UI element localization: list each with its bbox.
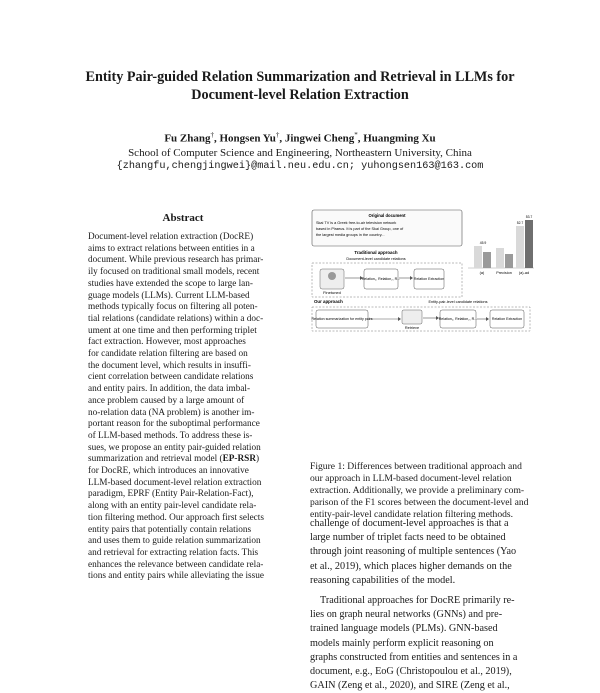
- body-p2-line: graphs constructed from entities and sentences in a: [310, 651, 518, 663]
- figure-diagram: [308, 208, 536, 368]
- figure-1: [308, 208, 536, 368]
- bar-2b: [505, 254, 513, 268]
- title-line-1: Entity Pair-guided Relation Summarization and Retrieval in LLMs for: [85, 69, 515, 85]
- abstract-line: sues, we propose an entity pair-guided relation: [88, 442, 261, 453]
- caption-line: entity-pair-level candidate relation filtering methods.: [310, 508, 514, 520]
- body-p1-line: et al., 2019), which places higher demands on the: [310, 560, 512, 572]
- author-3-mark: *: [354, 131, 358, 139]
- fig-summarization-box: Relation summarization for entity pairs: [311, 317, 373, 321]
- author-emails: {zhangfu,chengjingwei}@mail.neu.edu.cn; yuhongsen163@163.com: [116, 160, 484, 172]
- retrieve-icon: [402, 310, 422, 324]
- abstract-line: ily focused on traditional small models, recent: [88, 267, 260, 278]
- abstract-line: enhances the relevance between candidate rela-: [88, 559, 264, 570]
- abstract-line: guage models (LLMs). Current LLM-based: [88, 290, 250, 301]
- abstract-line: portant reason for the suboptimal performance: [88, 419, 260, 430]
- author-4: Huangming Xu: [363, 132, 436, 145]
- caption-line: Figure 1: Differences between traditional approach and: [310, 461, 522, 472]
- bar-label-2: Precision: [496, 271, 512, 275]
- figure-caption: [310, 461, 530, 521]
- body-p2-line: Traditional approaches for DocRE primarily re-: [320, 595, 515, 607]
- bar-2a: [496, 248, 504, 268]
- abstract-line: of LLM-based methods. To address these is-: [88, 430, 253, 441]
- fig-our-label: Our approach: [314, 299, 343, 304]
- fig-retrieve-label: Retrieve: [404, 326, 420, 330]
- bar-3b: [525, 220, 533, 268]
- body-p2-line: models mainly perform explicit reasoning on: [310, 637, 494, 649]
- fig-doc-line-2: based in Piraeus. It is part of the Skai Group, one of: [316, 227, 404, 231]
- fig-extraction-box-2: Relation Extraction: [491, 317, 523, 321]
- caption-line: parison of the F1 scores between the document-level and: [310, 496, 529, 508]
- author-1: Fu Zhang: [164, 132, 211, 145]
- abstract-line: aims to extract relations between entities in a: [88, 243, 255, 254]
- model-name: EP-RSR: [222, 454, 256, 465]
- abstract-line: for DocRE, which introduces an innovative: [88, 466, 249, 477]
- fig-extraction-box: Relation Extraction: [413, 277, 445, 281]
- fig-doc-line-1: Skai TV is a Greek free-to-air television network: [316, 221, 397, 225]
- abstract-line: Document-level relation extraction (DocRE): [88, 232, 254, 242]
- body-p1-line: reasoning capabilities of the model.: [310, 574, 456, 586]
- body-p1-line: challenge of document-level approaches is that a: [310, 518, 509, 529]
- fig-relation-box-2: Relation₁, Relation₂, R...: [438, 317, 478, 321]
- abstract-line: ance problem caused by a large amount of: [88, 395, 245, 406]
- bar-3a-value: 52.7: [516, 221, 524, 225]
- body-p2-line: lies on graph neural networks (GNNs) and pre-: [310, 609, 503, 621]
- bar-label-3: (a)-ad: [518, 271, 530, 275]
- bar-3b-value: 53.7: [525, 215, 533, 219]
- author-2: Hongsen Yu: [219, 132, 276, 145]
- author-3: Jingwei Cheng: [284, 132, 355, 145]
- fig-relation-box: Relation₁, Relation₂, R...: [361, 277, 401, 281]
- fig-traditional-label: Traditional approach: [354, 250, 398, 255]
- abstract-line: fact extraction. However, most approaches: [88, 337, 246, 348]
- title-line-2: Document-level Relation Extraction: [191, 87, 409, 103]
- affiliation: School of Computer Science and Engineering, Northeastern University, China: [128, 146, 472, 159]
- author-block: [0, 128, 600, 174]
- abstract-line: no-relation data (NA problem) is another im-: [88, 407, 255, 418]
- paper-title: [40, 68, 560, 104]
- abstract-line: tion filtering method. Our approach first selects: [88, 512, 264, 523]
- bar-1b: [483, 252, 491, 268]
- abstract-line: summarization and retrieval model (EP-RSR): [88, 454, 260, 465]
- fig-traditional-sub: Document-level candidate relations: [346, 257, 406, 261]
- abstract-line: LLM-based document-level relation extraction: [88, 477, 262, 488]
- bar-1a: [474, 246, 482, 268]
- body-p2-line: document, e.g., EoG (Christopoulou et al., 2019),: [310, 666, 512, 678]
- body-paragraph-1: [310, 517, 530, 693]
- abstract-line: and retrieval for extracting relation facts. This: [88, 547, 259, 558]
- abstract-line: cient correlation between candidate relations: [88, 372, 254, 383]
- caption-line: extraction. Additionally, we provide a preliminary com-: [310, 484, 525, 496]
- caption-line: our approach in LLM-based document-level relation: [310, 472, 512, 484]
- abstract-body: [88, 232, 278, 583]
- body-p2-line: trained language models (PLMs). GNN-based: [310, 623, 498, 635]
- author-names: Fu Zhang†, Hongsen Yu†, Jingwei Cheng*, Huangming Xu: [164, 131, 436, 145]
- abstract-line: for candidate relation filtering are based on: [88, 349, 248, 360]
- abstract-heading: Abstract: [162, 212, 204, 224]
- bar-3a: [516, 226, 524, 268]
- author-2-mark: †: [275, 131, 280, 139]
- abstract-line: and uses them to guide relation summarization: [88, 536, 261, 547]
- abstract-line: tions and entity pairs while alleviating the issue: [88, 571, 264, 582]
- abstract-line: ument at one time and then performing triplet: [88, 325, 257, 336]
- abstract-line: paradigm, EPRF (Entity Pair-Relation-Fact),: [88, 489, 254, 500]
- fig-finetuned-label: Finetuned: [323, 290, 341, 295]
- abstract-line: and entity pairs. In addition, the data imbal-: [88, 384, 251, 395]
- author-1-mark: †: [210, 131, 214, 139]
- abstract-line: methods typically focus on filtering all poten-: [88, 302, 258, 313]
- bar-1-value: 45.9: [479, 241, 487, 245]
- body-p2-line: GAIN (Zeng et al., 2020), and SIRE (Zeng et al.,: [310, 680, 510, 692]
- abstract-line: the document level, which results in insuffi-: [88, 360, 251, 371]
- fig-doc-title: Original document: [368, 213, 406, 218]
- abstract-line: tial relations (candidate relations) within a doc-: [88, 313, 264, 324]
- fig-pair-label: Entity-pair-level candidate relations: [428, 300, 488, 304]
- fig-doc-line-3: the largest media groups in the country...: [316, 233, 385, 237]
- abstract-line: along with an entity pair-level candidate rela-: [88, 501, 257, 512]
- body-p1-line: large number of triplet facts need to be obtained: [310, 532, 506, 544]
- body-p1-line: through joint reasoning of multiple sentences (Yao: [310, 546, 517, 558]
- bar-label-1: (a): [479, 271, 485, 275]
- body-paragraph-2-inline: [310, 594, 530, 693]
- abstract-line: document. While previous research has primar-: [88, 255, 264, 266]
- abstract-line: entity pairs that potentially contain relations: [88, 524, 252, 535]
- abstract-line: studies have extended the scope to large lan-: [88, 278, 253, 289]
